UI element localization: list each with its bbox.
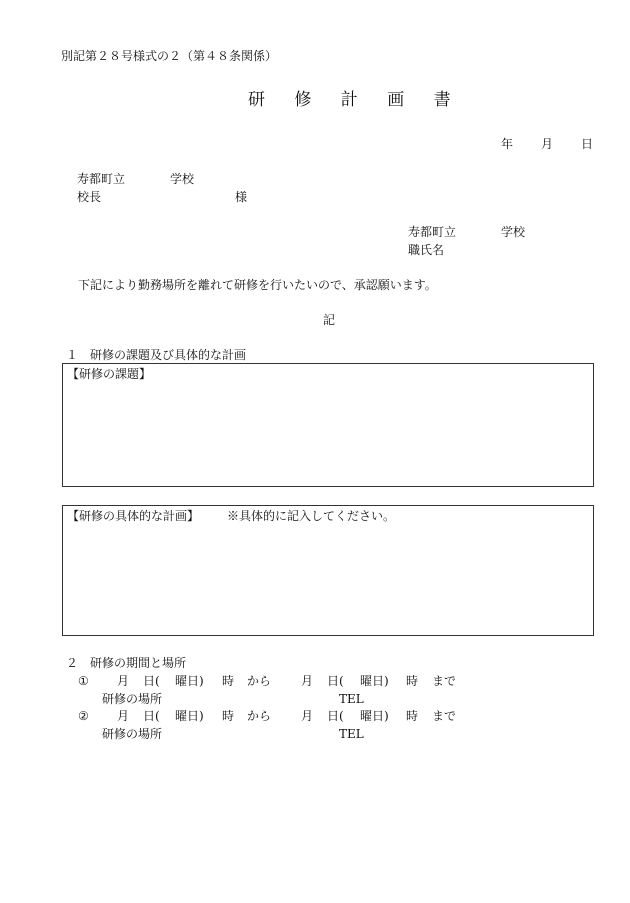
page-title: 研 修 計 画 書 — [248, 90, 463, 110]
until-text: まで — [432, 674, 457, 688]
start-month: 月 — [117, 674, 130, 688]
start-hour: 時 — [222, 709, 235, 723]
end-weekday: 曜日) — [360, 674, 389, 688]
section2-heading: ２ 研修の期間と場所 — [66, 656, 187, 670]
start-weekday: 曜日) — [175, 674, 204, 688]
addressee-school-suffix: 学校 — [170, 172, 195, 186]
addressee-principal: 校長 — [77, 190, 102, 204]
end-weekday: 曜日) — [360, 709, 389, 723]
start-day: 日( — [143, 709, 160, 723]
topic-label: 【研修の課題】 — [67, 367, 152, 381]
end-day: 日( — [327, 674, 344, 688]
tel-label: TEL — [339, 727, 364, 741]
start-day: 日( — [143, 674, 160, 688]
from-text: から — [247, 709, 272, 723]
start-hour: 時 — [222, 674, 235, 688]
addressee-honorific: 様 — [235, 190, 248, 204]
section1-heading: １ 研修の課題及び具体的な計画 — [66, 348, 247, 362]
plan-box[interactable] — [62, 505, 594, 636]
plan-note: ※具体的に記入してください。 — [227, 509, 396, 523]
ki-heading: 記 — [323, 313, 336, 327]
request-text: 下記により勤務場所を離れて研修を行いたいので、承認願います。 — [78, 278, 437, 292]
start-weekday: 曜日) — [175, 709, 204, 723]
row-number: ① — [78, 674, 89, 688]
date-month: 月 — [541, 137, 554, 151]
from-text: から — [247, 674, 272, 688]
date-year: 年 — [501, 137, 514, 151]
form-number: 別記第２８号様式の２（第４８条関係） — [61, 49, 278, 63]
end-month: 月 — [301, 709, 314, 723]
end-hour: 時 — [406, 709, 419, 723]
start-month: 月 — [117, 709, 130, 723]
tel-label: TEL — [339, 692, 364, 706]
end-hour: 時 — [406, 674, 419, 688]
topic-box[interactable] — [62, 363, 594, 487]
plan-label: 【研修の具体的な計画】 — [67, 509, 200, 523]
date-day: 日 — [581, 137, 594, 151]
end-month: 月 — [301, 674, 314, 688]
end-day: 日( — [327, 709, 344, 723]
place-label: 研修の場所 — [102, 727, 163, 741]
applicant-position-name: 職氏名 — [408, 243, 445, 257]
applicant-school-suffix: 学校 — [501, 225, 526, 239]
until-text: まで — [432, 709, 457, 723]
addressee-school-town: 寿都町立 — [77, 172, 126, 186]
place-label: 研修の場所 — [102, 692, 163, 706]
row-number: ② — [78, 709, 89, 723]
applicant-school-town: 寿都町立 — [408, 225, 457, 239]
